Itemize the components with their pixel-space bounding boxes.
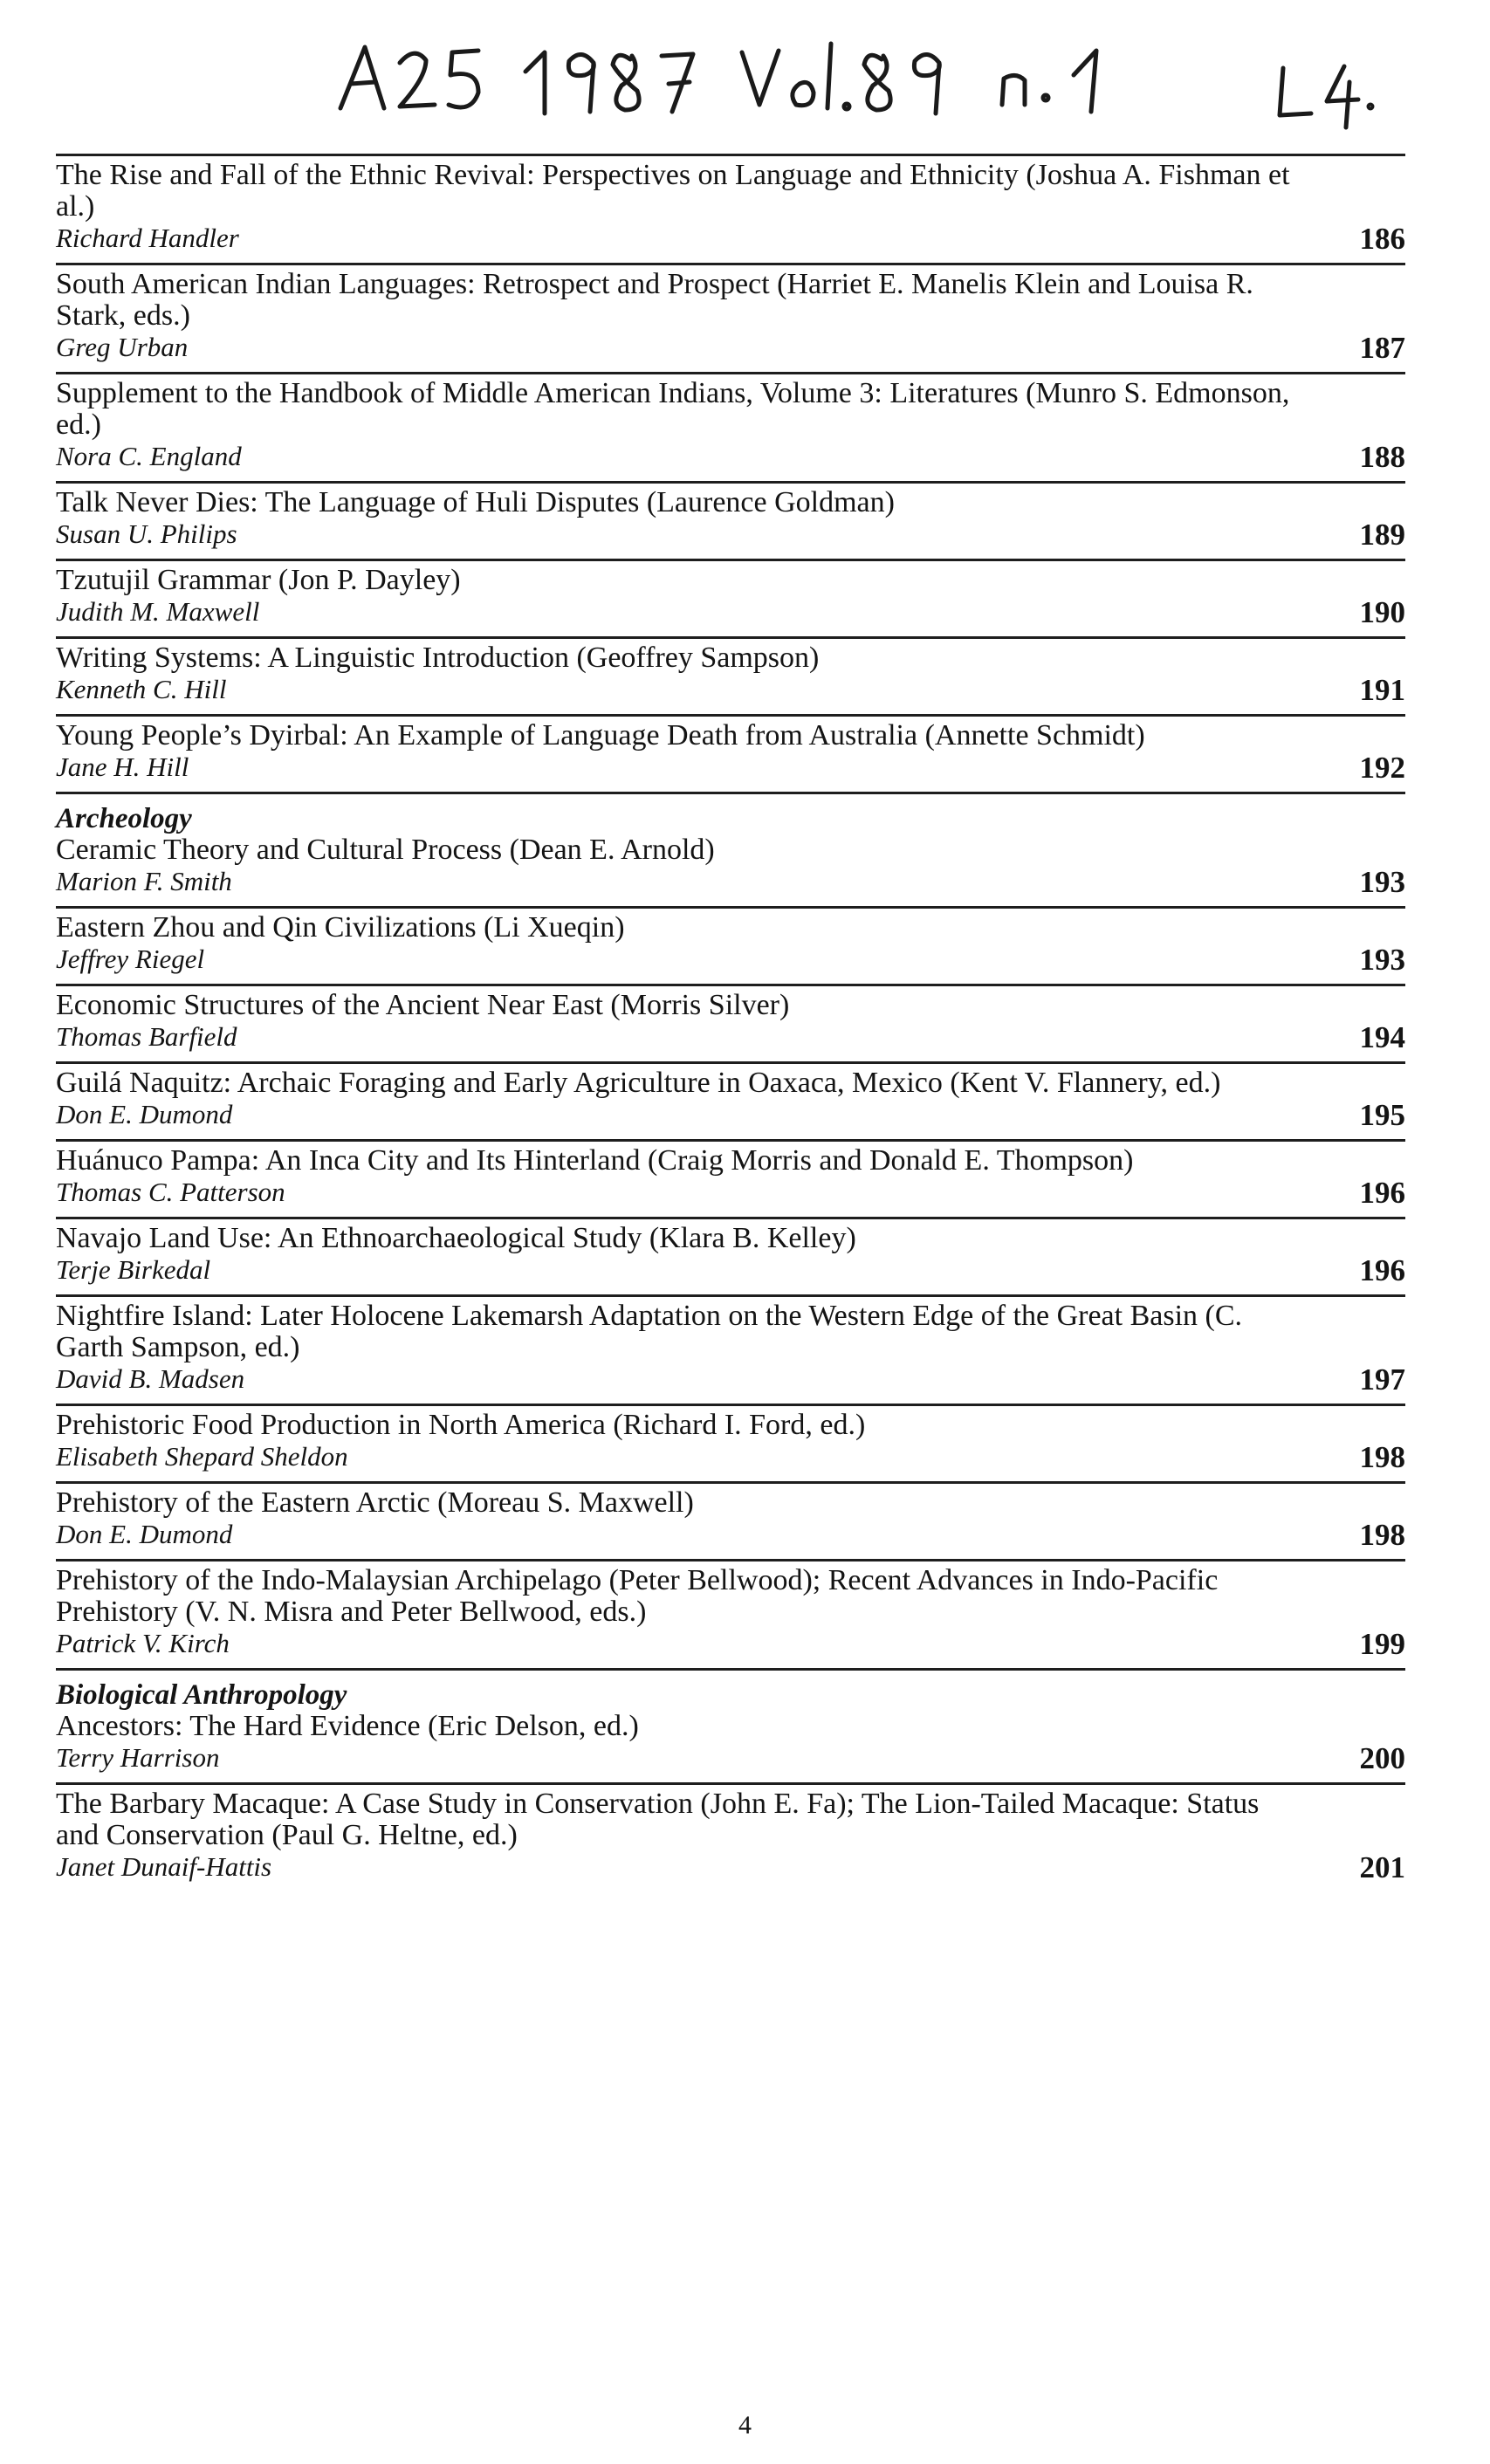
section-heading: Archeology [56, 803, 192, 834]
reviewer-name: Terry Harrison [56, 1742, 220, 1773]
reviewer-name: Thomas Barfield [56, 1021, 237, 1052]
review-entry [56, 792, 1405, 906]
book-title: Writing Systems: A Linguistic Introduction (Geoffrey Sampson) [56, 642, 820, 674]
page-number: 197 [1359, 1362, 1405, 1397]
reviewer-name: Nora C. England [56, 441, 242, 471]
reviewer-name: Janet Dunaif-Hattis [56, 1851, 272, 1882]
reviewer-name: Richard Handler [56, 223, 239, 253]
page-number: 189 [1359, 518, 1405, 552]
page-number: 193 [1359, 865, 1405, 899]
page-number: 195 [1359, 1098, 1405, 1132]
page-number: 191 [1359, 673, 1405, 707]
book-title: Tzutujil Grammar (Jon P. Dayley) [56, 564, 461, 596]
page-number: 193 [1359, 943, 1405, 977]
review-entry [56, 984, 1405, 1061]
review-entry [56, 481, 1405, 559]
review-entry [56, 1217, 1405, 1294]
page-number: 198 [1359, 1440, 1405, 1474]
review-entry [56, 714, 1405, 792]
review-entry [56, 1481, 1405, 1559]
reviewer-name: Terje Birkedal [56, 1254, 211, 1285]
page-number: 196 [1359, 1176, 1405, 1210]
reviewer-name: Judith M. Maxwell [56, 596, 260, 627]
review-entry [56, 906, 1405, 984]
reviewer-name: Greg Urban [56, 332, 189, 362]
page-number: 199 [1359, 1627, 1405, 1661]
page-number: 198 [1359, 1518, 1405, 1552]
book-title: The Barbary Macaque: A Case Study in Conservation (John E. Fa); The Lion-Tailed Macaque: Status and Conservation (Paul G. Heltne, ed.) [56, 1788, 1260, 1851]
reviewer-name: Patrick V. Kirch [56, 1628, 230, 1658]
reviewer-name: Don E. Dumond [56, 1099, 233, 1129]
review-entry [56, 154, 1405, 263]
book-title: Prehistory of the Eastern Arctic (Moreau S. Maxwell) [56, 1486, 694, 1519]
page-number: 187 [1359, 331, 1405, 365]
book-title: Prehistoric Food Production in North America (Richard I. Ford, ed.) [56, 1409, 866, 1441]
reviewer-name: David B. Madsen [56, 1363, 245, 1394]
book-title: Navajo Land Use: An Ethnoarchaeological Study (Klara B. Kelley) [56, 1222, 856, 1254]
reviewer-name: Marion F. Smith [56, 866, 232, 896]
review-entry [56, 1139, 1405, 1217]
review-entry [56, 1404, 1405, 1481]
book-title: Eastern Zhou and Qin Civilizations (Li Xueqin) [56, 911, 625, 944]
review-entry [56, 636, 1405, 714]
book-title: The Rise and Fall of the Ethnic Revival: Perspectives on Language and Ethnicity (Joshua A. Fishman et al.) [56, 159, 1290, 223]
reviewer-name: Thomas C. Patterson [56, 1177, 285, 1207]
page-number: 201 [1359, 1850, 1405, 1884]
page-number: 194 [1359, 1020, 1405, 1054]
page-number: 190 [1359, 595, 1405, 629]
reviewer-name: Susan U. Philips [56, 518, 237, 549]
book-reviews-list [56, 154, 1405, 1891]
book-title: Young People’s Dyirbal: An Example of Language Death from Australia (Annette Schmidt) [56, 719, 1145, 752]
book-title: Nightfire Island: Later Holocene Lakemarsh Adaptation on the Western Edge of the Great Basin (C. Garth Sampson, ed.) [56, 1300, 1243, 1363]
reviewer-name: Don E. Dumond [56, 1519, 233, 1549]
review-entry [56, 1559, 1405, 1668]
page-number: 192 [1359, 751, 1405, 785]
review-entry [56, 559, 1405, 636]
review-entry [56, 1782, 1405, 1891]
section-heading: Biological Anthropology [56, 1679, 347, 1711]
review-entry [56, 1294, 1405, 1404]
book-title: Supplement to the Handbook of Middle American Indians, Volume 3: Literatures (Munro S. Edmonson, ed.) [56, 377, 1290, 441]
reviewer-name: Elisabeth Shepard Sheldon [56, 1441, 348, 1472]
handwritten-catalog-note [332, 21, 1379, 152]
reviewer-name: Jeffrey Riegel [56, 944, 205, 974]
book-title: Talk Never Dies: The Language of Huli Disputes (Laurence Goldman) [56, 486, 895, 518]
book-title: Guilá Naquitz: Archaic Foraging and Early Agriculture in Oaxaca, Mexico (Kent V. Flannery, ed.) [56, 1067, 1221, 1099]
book-title: Ceramic Theory and Cultural Process (Dean E. Arnold) [56, 834, 715, 866]
reviewer-name: Kenneth C. Hill [56, 674, 227, 704]
book-title: Prehistory of the Indo-Malaysian Archipelago (Peter Bellwood); Recent Advances in Indo-Pacific Prehistory (V. N. Misra and Peter Bellwood, eds.) [56, 1564, 1219, 1628]
book-title: South American Indian Languages: Retrospect and Prospect (Harriet E. Manelis Klein and Louisa R. Stark, eds.) [56, 268, 1253, 332]
page-number: 186 [1359, 222, 1405, 256]
page-number: 188 [1359, 440, 1405, 474]
page-number: 200 [1359, 1741, 1405, 1775]
review-entry [56, 372, 1405, 481]
review-entry [56, 1061, 1405, 1139]
book-title: Economic Structures of the Ancient Near East (Morris Silver) [56, 989, 790, 1021]
review-entry [56, 1668, 1405, 1782]
page-folio: 4 [738, 2411, 752, 2440]
review-entry [56, 263, 1405, 372]
book-title: Ancestors: The Hard Evidence (Eric Delson, ed.) [56, 1710, 639, 1742]
page-number: 196 [1359, 1253, 1405, 1287]
book-title: Huánuco Pampa: An Inca City and Its Hinterland (Craig Morris and Donald E. Thompson) [56, 1144, 1134, 1177]
reviewer-name: Jane H. Hill [56, 752, 189, 782]
